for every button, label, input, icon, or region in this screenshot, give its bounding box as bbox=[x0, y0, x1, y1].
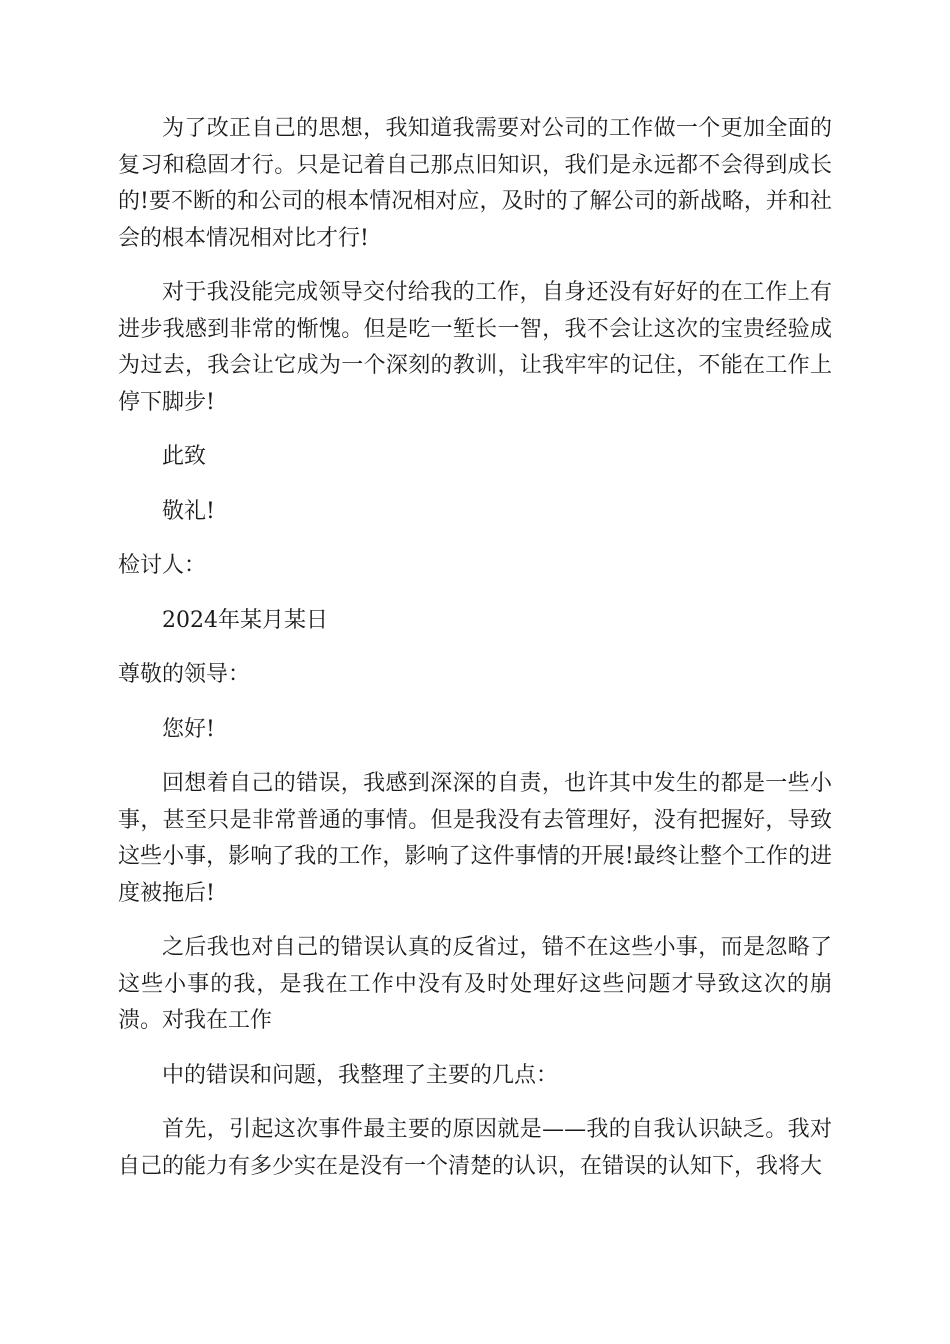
document-body bbox=[118, 111, 832, 1203]
paragraph-introspection: 之后我也对自己的错误认真的反省过，错不在这些小事，而是忽略了这些小事的我，是我在工作中没有及时处理好这些问题才导致这次的崩溃。对我在工作 bbox=[118, 935, 832, 1033]
date-line: 2024年某月某日 bbox=[162, 607, 328, 633]
signature-label: 检讨人： bbox=[118, 553, 207, 578]
letter-hello: 您好! bbox=[162, 716, 215, 742]
paragraph-regret: 对于我没能完成领导交付给我的工作，自身还没有好好的在工作上有进步我感到非常的惭愧。但是吃一堑长一智，我不会让这次的宝贵经验成为过去，我会让它成为一个深刻的教训，让我牢牢的记住，不能在工作上停下脚步! bbox=[118, 280, 832, 415]
paragraph-first-point: 首先，引起这次事件最主要的原因就是——我的自我认识缺乏。我对自己的能力有多少实在是没有一个清楚的认识，在错误的认知下，我将大 bbox=[118, 1117, 832, 1179]
letter-greeting: 尊敬的领导： bbox=[118, 662, 251, 687]
paragraph-reflection: 为了改正自己的思想，我知道我需要对公司的工作做一个更加全面的复习和稳固才行。只是记着自己那点旧知识，我们是永远都不会得到成长的!要不断的和公司的根本情况相对应，及时的了解公司的新战略，并和社会的根本情况相对比才行! bbox=[118, 116, 832, 251]
closing-regards: 敬礼! bbox=[162, 498, 215, 524]
paragraph-mistakes: 回想着自己的错误，我感到深深的自责，也许其中发生的都是一些小事，甚至只是非常普通的事情。但是我没有去管理好，没有把握好，导致这些小事，影响了我的工作，影响了这件事情的开展!最终让整个工作的进度被拖后! bbox=[118, 771, 832, 906]
closing-salutation: 此致 bbox=[162, 444, 207, 469]
paragraph-summary-intro: 中的错误和问题，我整理了主要的几点： bbox=[162, 1062, 559, 1088]
